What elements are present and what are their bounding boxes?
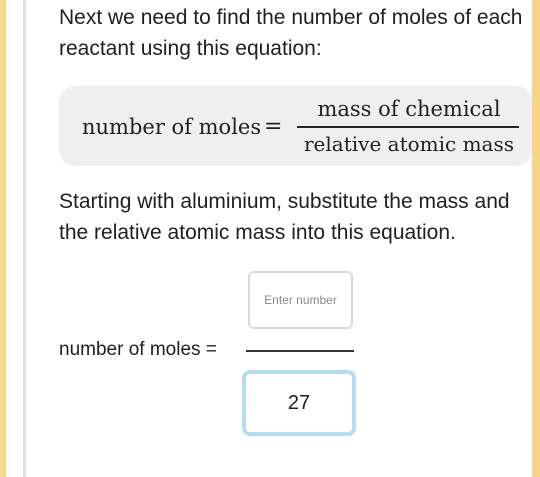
formula-box: [59, 86, 532, 166]
numerator-input[interactable]: [248, 271, 353, 329]
right-accent-stripe: [532, 0, 540, 477]
formula-fraction-bar: [297, 126, 519, 128]
intro-paragraph: Next we need to find the number of moles of each reactant using this equation:: [59, 6, 523, 60]
denominator-value: 27: [287, 391, 311, 414]
denominator-field[interactable]: [242, 370, 356, 436]
left-rule: [23, 0, 26, 477]
instruction-paragraph: Starting with aluminium, substitute the mass and the relative atomic mass into this equation.: [59, 190, 510, 244]
answer-fraction-bar: [246, 350, 354, 352]
left-accent-stripe: [0, 0, 6, 477]
formula-lhs: number of moles: [82, 115, 262, 139]
formula-denominator: relative atomic mass: [304, 132, 514, 156]
formula-numerator: mass of chemical: [317, 97, 501, 121]
answer-lhs-label: number of moles =: [59, 339, 217, 360]
formula-equals: =: [264, 114, 283, 139]
